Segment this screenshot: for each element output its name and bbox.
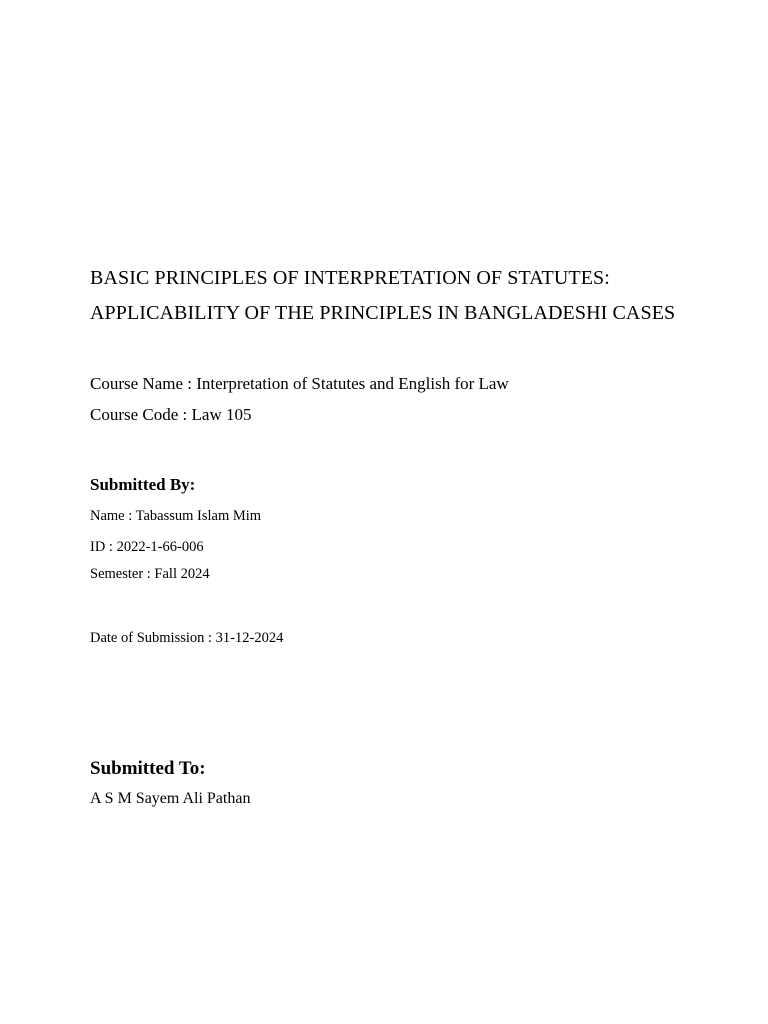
student-semester: Semester : Fall 2024 [90, 566, 210, 582]
student-name: Name : Tabassum Islam Mim [90, 508, 262, 524]
document-title-line-1: BASIC PRINCIPLES OF INTERPRETATION OF STATUTES: [90, 267, 610, 289]
submitted-by-heading: Submitted By: [90, 475, 196, 494]
student-id: ID : 2022-1-66-006 [90, 539, 204, 555]
submission-date: Date of Submission : 31-12-2024 [90, 630, 284, 646]
course-code: Course Code : Law 105 [90, 405, 252, 424]
document-title-line-2: APPLICABILITY OF THE PRINCIPLES IN BANGLADESHI CASES [90, 302, 676, 324]
instructor-name: A S M Sayem Ali Pathan [90, 790, 251, 807]
submitted-to-heading: Submitted To: [90, 758, 206, 779]
course-name: Course Name : Interpretation of Statutes and English for Law [90, 374, 509, 393]
